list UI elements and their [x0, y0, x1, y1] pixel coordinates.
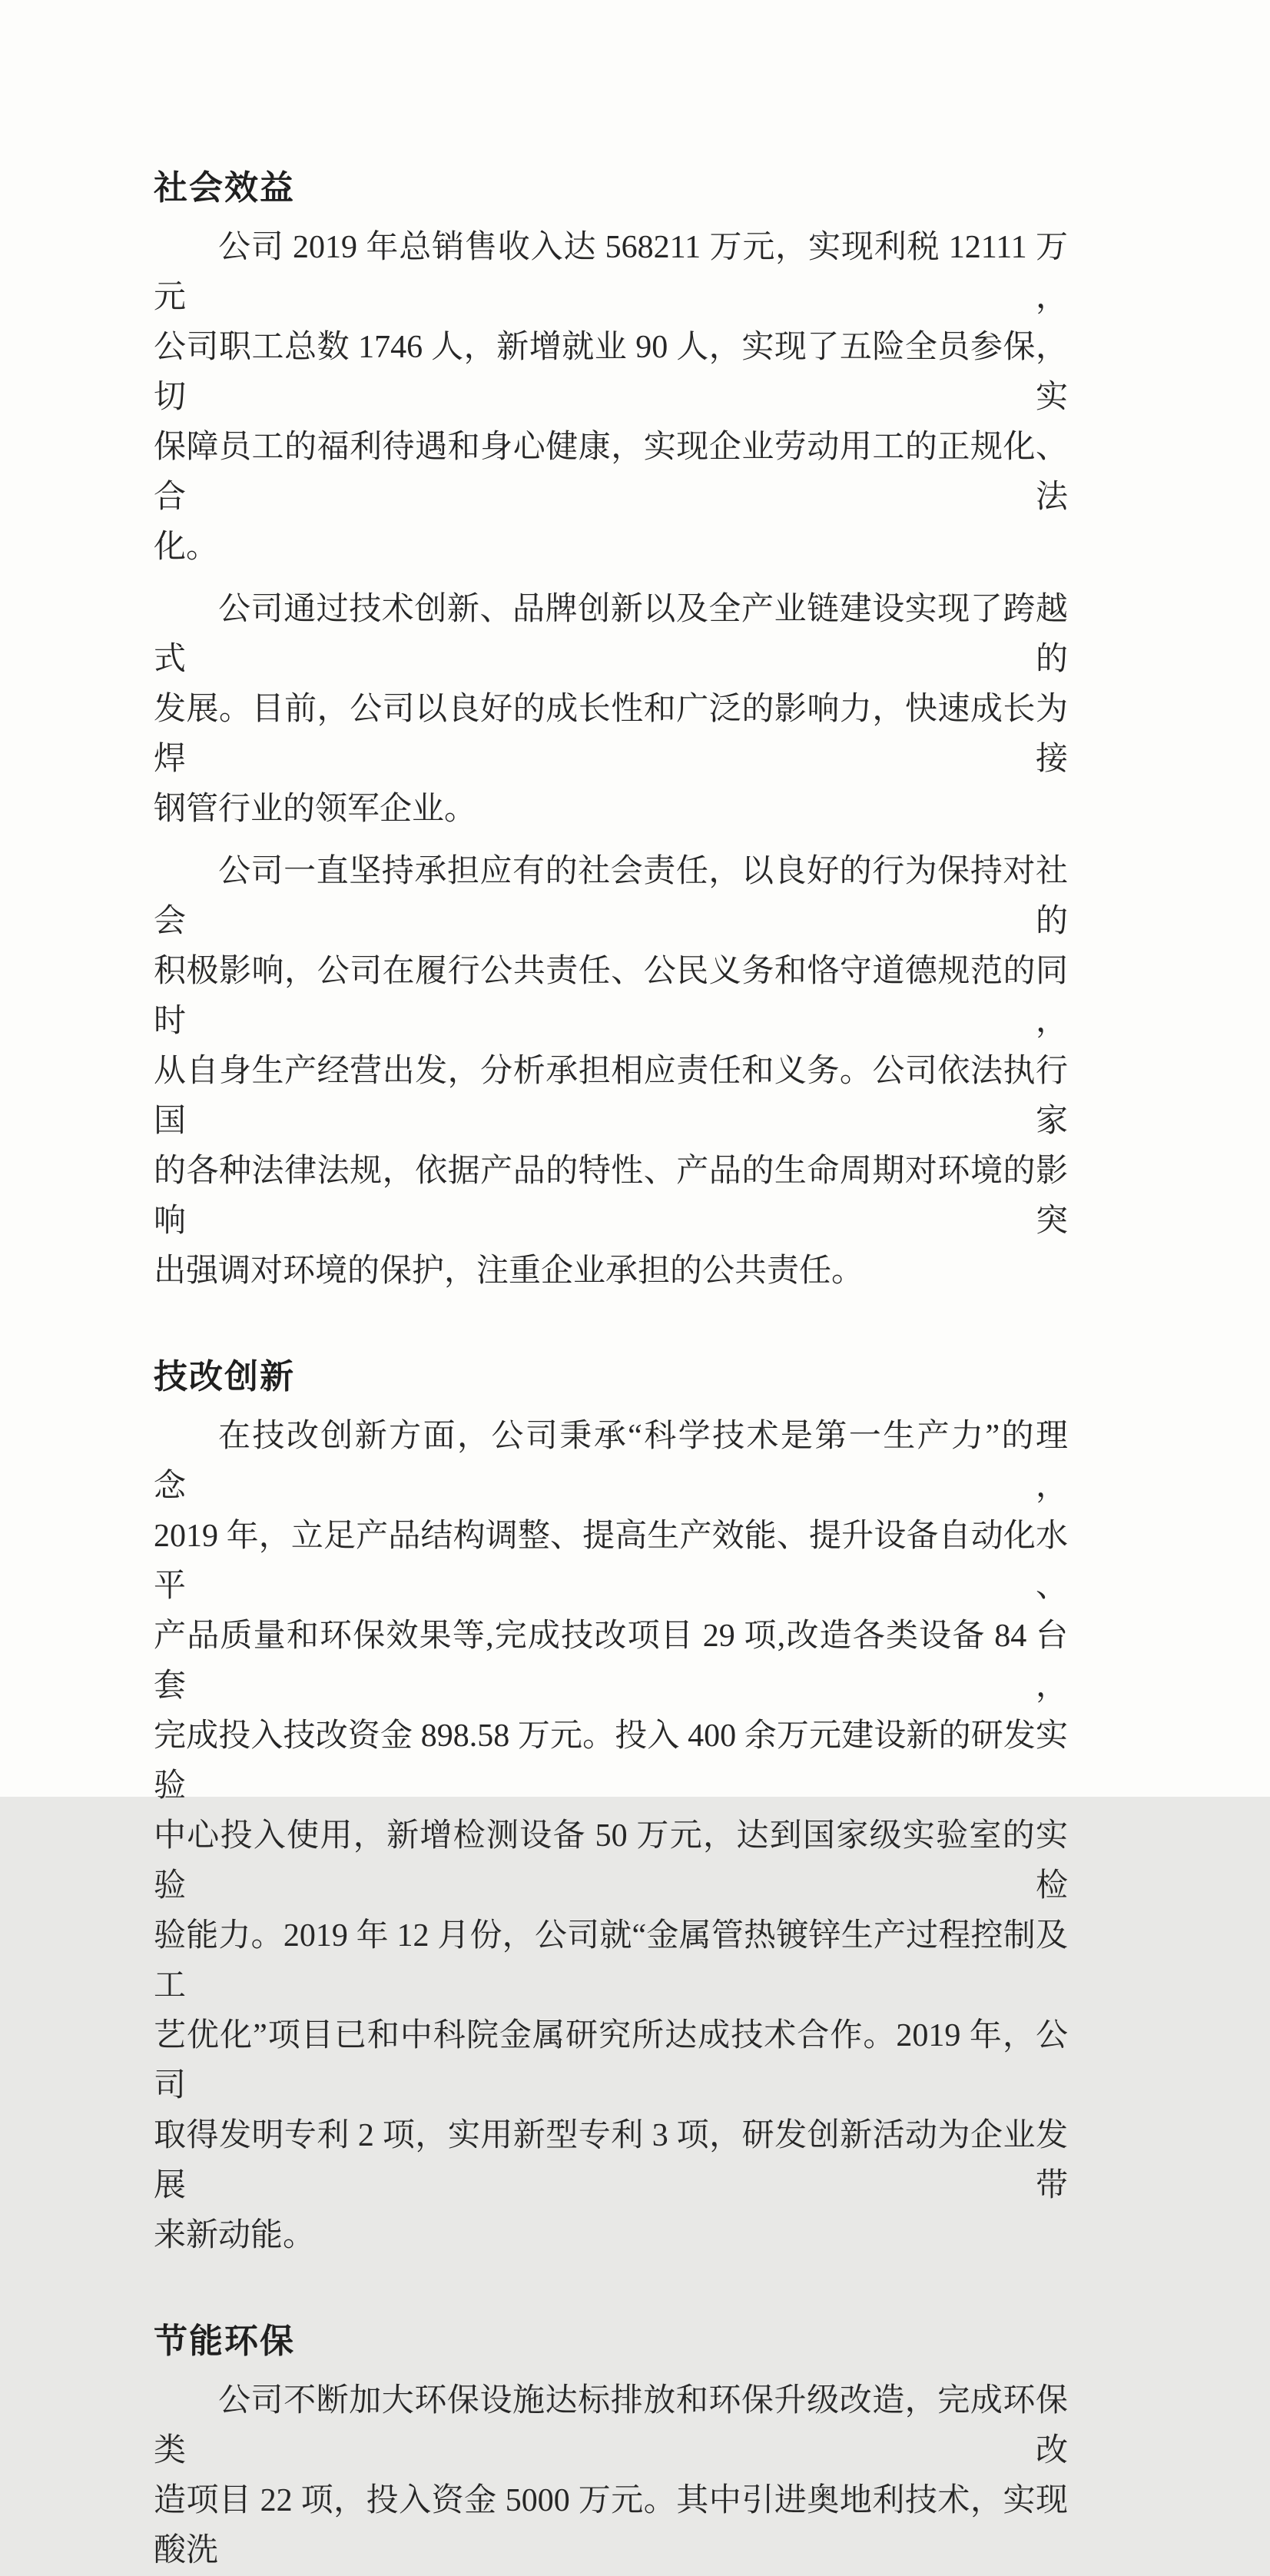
text-line: 2019 年，立足产品结构调整、提高生产效能、提升设备自动化水平、: [154, 1519, 1068, 1604]
text-line: 公司不断加大环保设施达标排放和环保升级改造，完成环保类改: [154, 2383, 1068, 2468]
section-heading: 技改创新: [154, 1358, 295, 1396]
text-line: 造项目 22 项，投入资金 5000 万元。其中引进奥地利技术，实现酸洗: [154, 2483, 1068, 2568]
paragraph: [154, 847, 1068, 1296]
text-line: 公司 2019 年总销售收入达 568211 万元，实现利税 12111 万元，: [154, 230, 1068, 315]
section: [154, 2322, 1068, 2576]
text-line: 公司通过技术创新、品牌创新以及全产业链建设实现了跨越式的: [154, 592, 1068, 677]
text-line: 验能力。2019 年 12 月份，公司就“金属管热镀锌生产过程控制及工: [154, 1918, 1068, 2003]
section-heading: 节能环保: [154, 2322, 295, 2360]
text-line: 发展。目前，公司以良好的成长性和广泛的影响力，快速成长为焊接: [154, 692, 1068, 777]
document-content: [154, 169, 1068, 2576]
text-line: 公司职工总数 1746 人，新增就业 90 人，实现了五险全员参保，切实: [154, 330, 1068, 415]
text-line: 积极影响，公司在履行公共责任、公民义务和恪守道德规范的同时，: [154, 954, 1068, 1039]
text-line: 来新动能。: [154, 2218, 316, 2253]
text-line: 从自身生产经营出发，分析承担相应责任和义务。公司依法执行国家: [154, 1054, 1068, 1139]
paragraph: [154, 585, 1068, 835]
text-line: 完成投入技改资金 898.58 万元。投入 400 余万元建设新的研发实验: [154, 1718, 1068, 1804]
text-line: 公司一直坚持承担应有的社会责任，以良好的行为保持对社会的: [154, 854, 1068, 939]
paragraph: [154, 2376, 1068, 2576]
text-line: 中心投入使用，新增检测设备 50 万元，达到国家级实验室的实验检: [154, 1818, 1068, 1904]
paragraph: [154, 223, 1068, 573]
section-heading: 社会效益: [154, 169, 295, 207]
text-line: 的各种法律法规，依据产品的特性、产品的生命周期对环境的影响突: [154, 1154, 1068, 1239]
section: [154, 169, 1068, 1296]
paragraph: [154, 1412, 1068, 2261]
text-line: 产品质量和环保效果等,完成技改项目 29 项,改造各类设备 84 台套，: [154, 1618, 1068, 1704]
text-line: 保障员工的福利待遇和身心健康，实现企业劳动用工的正规化、合法: [154, 430, 1068, 515]
text-line: 出强调对环境的保护，注重企业承担的公共责任。: [154, 1253, 864, 1289]
text-line: 化。: [154, 529, 219, 565]
text-line: 艺优化”项目已和中科院金属研究所达成技术合作。2019 年，公司: [154, 2018, 1068, 2103]
text-line: 钢管行业的领军企业。: [154, 792, 477, 827]
section: [154, 1358, 1068, 2261]
text-line: 取得发明专利 2 项，实用新型专利 3 项，研发创新活动为企业发展带: [154, 2118, 1068, 2203]
text-line: 在技改创新方面，公司秉承“科学技术是第一生产力”的理念，: [154, 1419, 1068, 1504]
